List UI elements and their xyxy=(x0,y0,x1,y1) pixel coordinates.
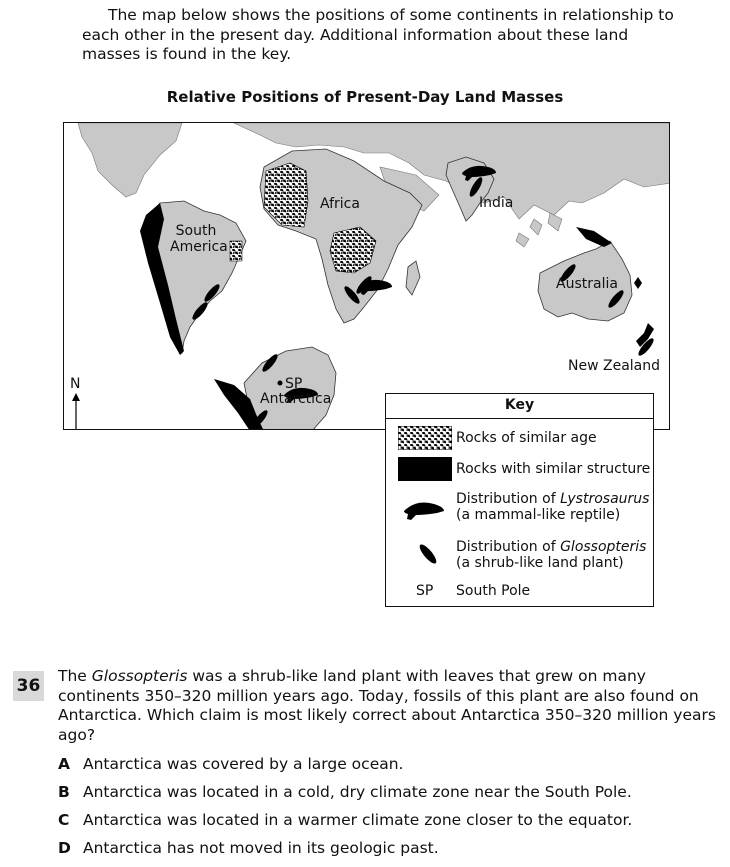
north-america-shape xyxy=(78,123,182,197)
map-key: Key Rocks of similar age Rocks with similar structure Distribution of Lystrosaurus (a mammal-like reptile) Distribution of Glossopteris (a shrub-like land plant) SP South Pole xyxy=(385,393,654,607)
question-number: 36 xyxy=(13,671,44,701)
india-label: India xyxy=(479,195,514,211)
map-title: Relative Positions of Present-Day Land Masses xyxy=(166,88,564,106)
choice-c[interactable]: C Antarctica was located in a warmer climate zone closer to the equator. xyxy=(58,811,633,829)
choice-a[interactable]: A Antarctica was covered by a large ocean. xyxy=(58,755,404,773)
south-america-label: South America xyxy=(170,223,228,255)
new-zealand-label: New Zealand xyxy=(568,358,660,374)
africa-speckle-west xyxy=(264,163,308,227)
intro-paragraph xyxy=(82,6,682,65)
glossopteris-leaf-icon xyxy=(398,539,452,569)
key-title: Key xyxy=(386,394,653,419)
choice-b[interactable]: B Antarctica was located in a cold, dry climate zone near the South Pole. xyxy=(58,783,632,801)
antarctica-label: Antarctica xyxy=(260,391,332,407)
africa-label: Africa xyxy=(320,196,360,212)
world-map xyxy=(63,122,670,430)
choice-d[interactable]: D Antarctica has not moved in its geologic past. xyxy=(58,839,439,857)
se-asia-islands xyxy=(516,213,562,247)
south-pole-dot xyxy=(278,381,283,386)
speckle-swatch-icon xyxy=(398,426,452,450)
new-zealand-shape xyxy=(634,277,654,347)
sp-marker-label: SP xyxy=(285,376,303,392)
north-label: N xyxy=(70,376,81,392)
black-swatch-icon xyxy=(398,457,452,481)
new-guinea-shape xyxy=(576,227,612,247)
australia-label: Australia xyxy=(556,276,618,292)
madagascar-shape xyxy=(406,261,420,295)
intro-text: The map below shows the positions of some continents in relationship to each other in the present day. Additional information about these land masses is found in the key. xyxy=(82,6,674,63)
question-text: The Glossopteris was a shrub-like land plant with leaves that grew on many continents 350–320 million years ago. Today, fossils of this plant are also found on Antarctica. Which claim is most likely correct about Antarctica 350–320 million years ago? xyxy=(58,667,716,744)
south-america-speckle xyxy=(230,241,242,261)
north-arrow-icon xyxy=(72,393,80,429)
lystrosaurus-icon xyxy=(398,497,452,521)
